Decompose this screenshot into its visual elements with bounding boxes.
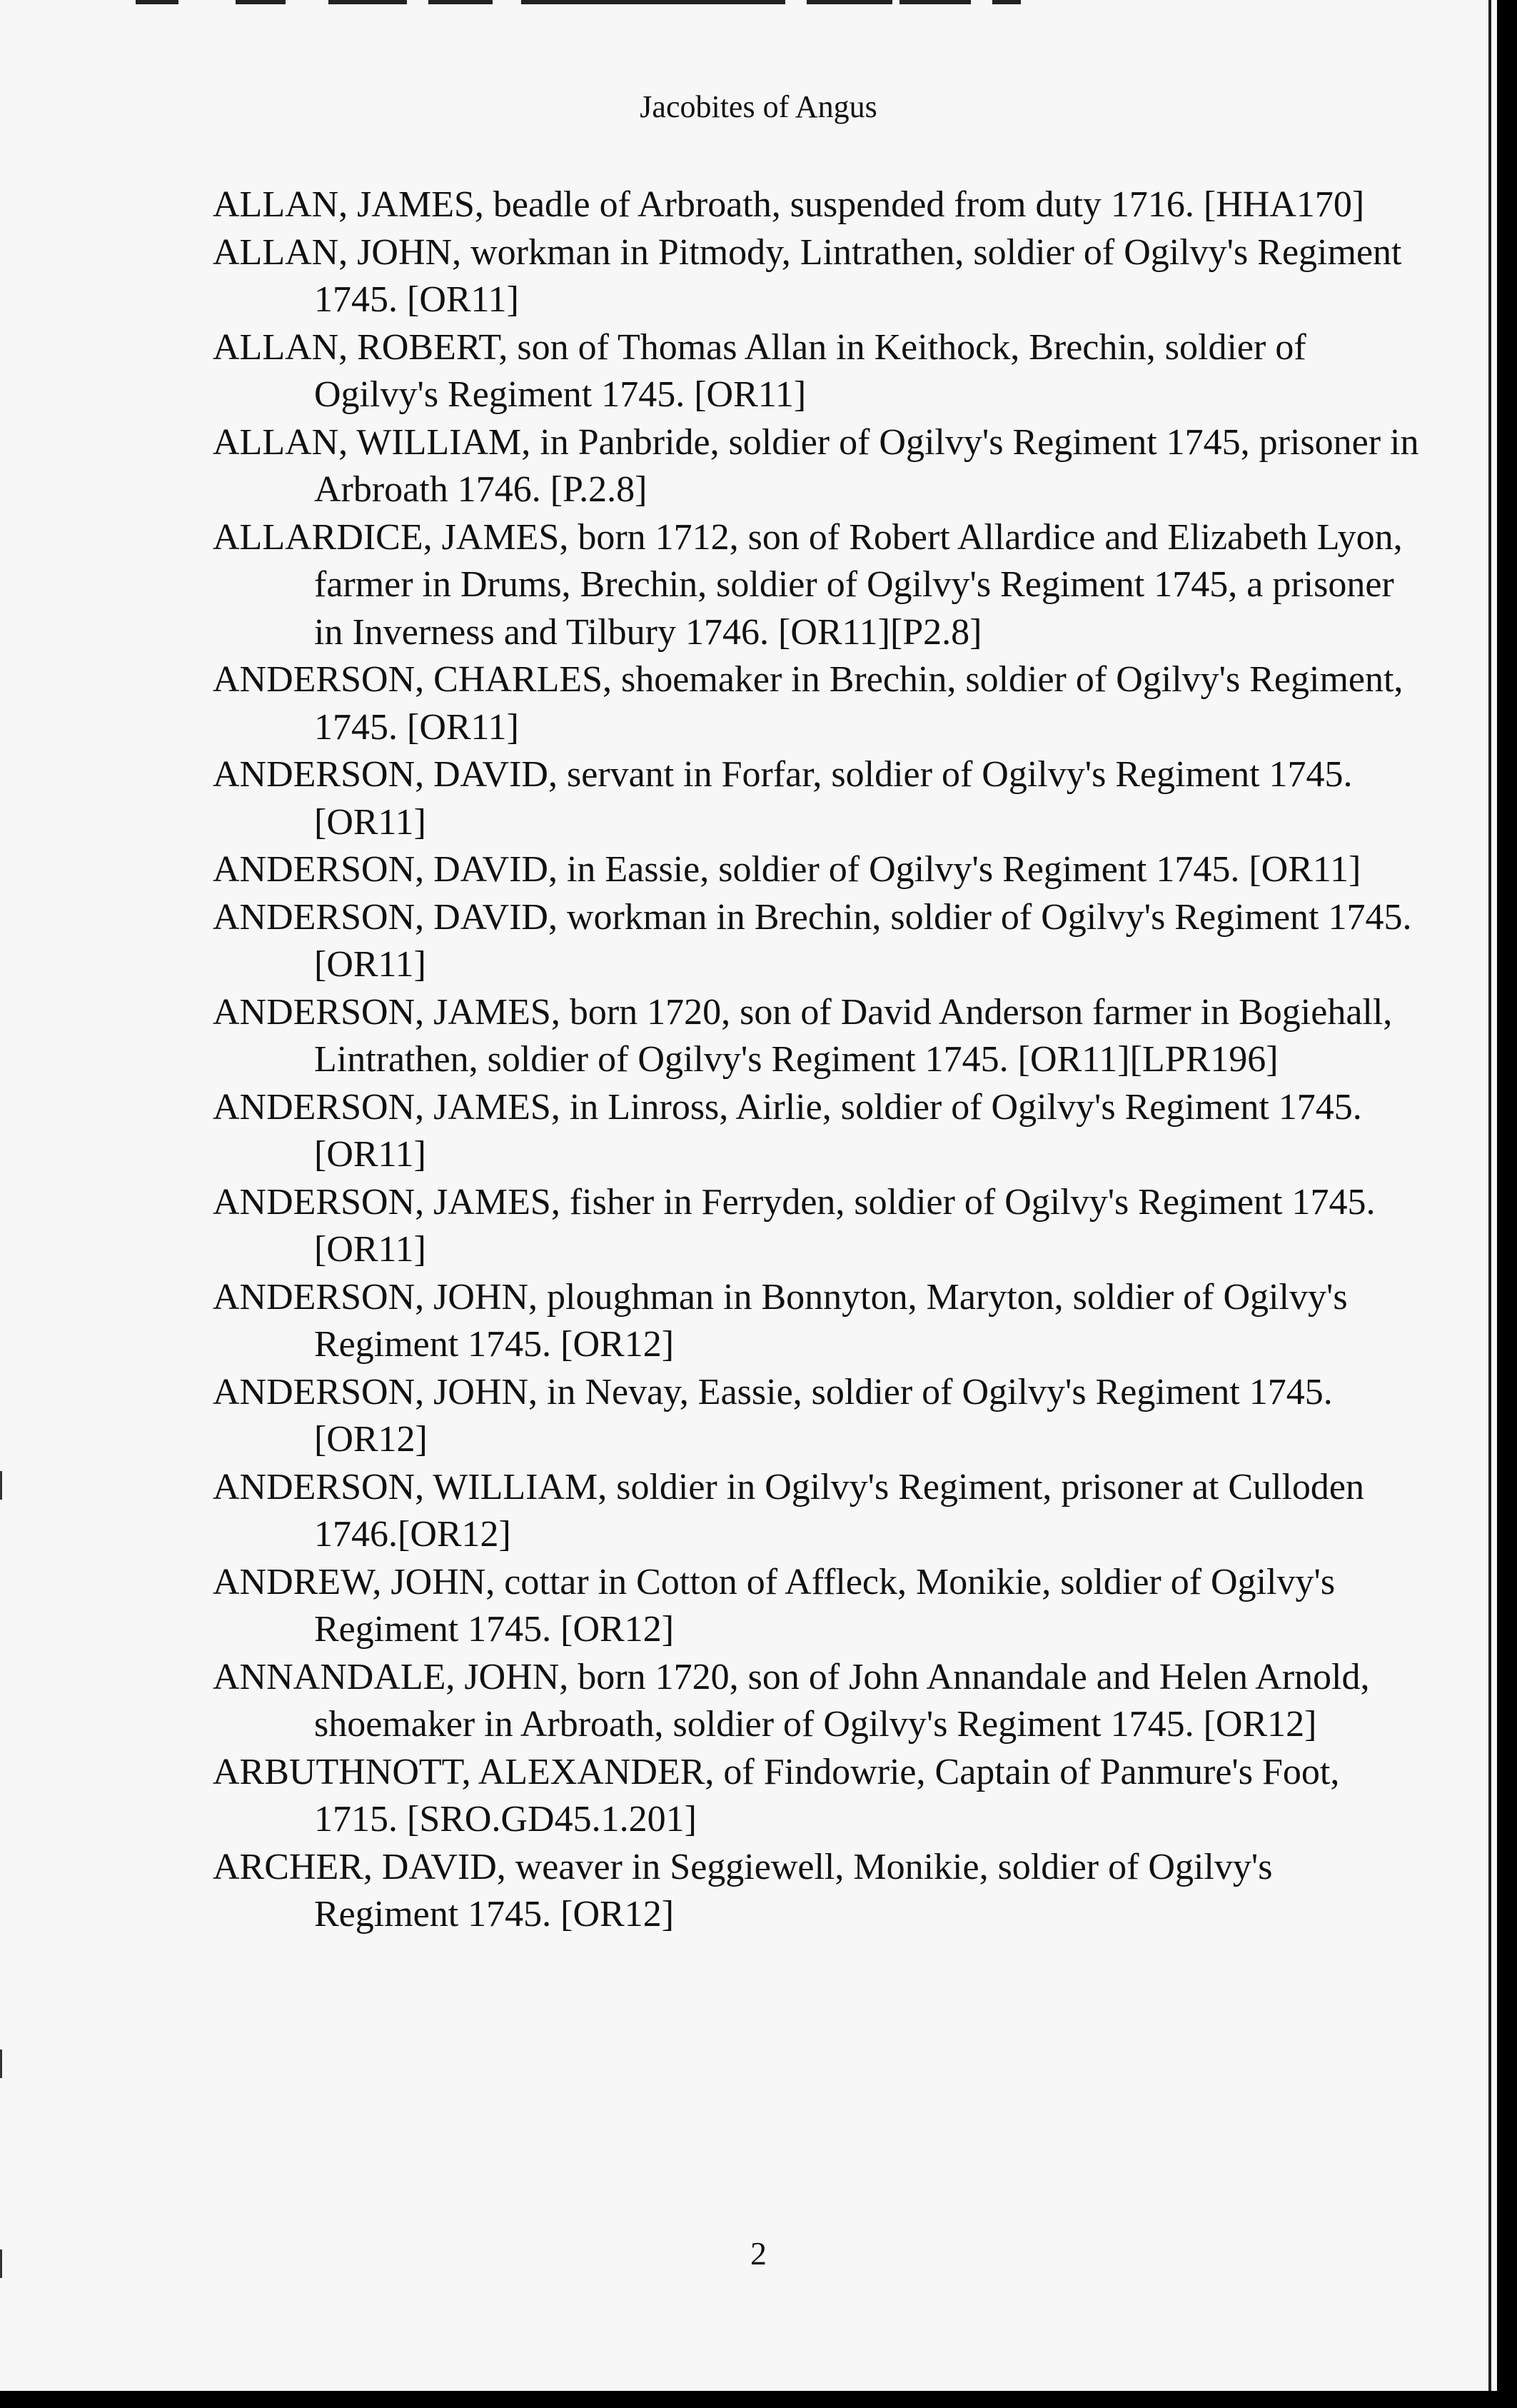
running-head: Jacobites of Angus: [640, 89, 877, 124]
list-item: ANDERSON, JAMES, born 1720, son of David Anderson farmer in Bogiehall, Lintrathen, soldier of Ogilvy's Regiment 1745. [OR11][LPR196]: [213, 991, 1393, 1080]
list-item: ALLAN, WILLIAM, in Panbride, soldier of Ogilvy's Regiment 1745, prisoner in Arbroath 1746. [P.2.8]: [213, 421, 1419, 510]
list-item: ALLAN, ROBERT, son of Thomas Allan in Keithock, Brechin, soldier of Ogilvy's Regiment 1745. [OR11]: [213, 326, 1306, 415]
scan-right-artifact: [1488, 0, 1491, 2408]
list-item: ANDERSON, JAMES, fisher in Ferryden, soldier of Ogilvy's Regiment 1745. [OR11]: [213, 1181, 1376, 1270]
scan-left-mark: [0, 2050, 2, 2078]
list-item: ANDERSON, JOHN, in Nevay, Eassie, soldier of Ogilvy's Regiment 1745. [OR12]: [213, 1371, 1333, 1460]
scan-top-artifact: [0, 0, 1517, 7]
scan-left-mark: [0, 1471, 2, 1500]
list-item: ALLAN, JOHN, workman in Pitmody, Lintrathen, soldier of Ogilvy's Regiment 1745. [OR11]: [213, 231, 1402, 320]
list-item: ANDERSON, CHARLES, shoemaker in Brechin, soldier of Ogilvy's Regiment, 1745. [OR11]: [213, 659, 1403, 748]
list-item: ANDERSON, DAVID, servant in Forfar, soldier of Ogilvy's Regiment 1745. [OR11]: [213, 754, 1353, 843]
list-item: ANDERSON, JOHN, ploughman in Bonnyton, Maryton, soldier of Ogilvy's Regiment 1745. [OR12]: [213, 1276, 1348, 1365]
list-item: ANDERSON, DAVID, workman in Brechin, soldier of Ogilvy's Regiment 1745. [OR11]: [213, 896, 1412, 985]
scan-right-border: [1497, 0, 1517, 2408]
scan-bottom-border: [0, 2391, 1517, 2408]
list-item: ANDREW, JOHN, cottar in Cotton of Affleck, Monikie, soldier of Ogilvy's Regiment 1745. [OR12]: [213, 1561, 1336, 1650]
list-item: ALLAN, JAMES, beadle of Arbroath, suspended from duty 1716. [HHA170]: [213, 184, 1365, 225]
list-item: ARCHER, DAVID, weaver in Seggiewell, Monikie, soldier of Ogilvy's Regiment 1745. [OR12]: [213, 1846, 1273, 1935]
list-item: ANDERSON, JAMES, in Linross, Airlie, soldier of Ogilvy's Regiment 1745. [OR11]: [213, 1086, 1362, 1175]
list-item: ALLARDICE, JAMES, born 1712, son of Robert Allardice and Elizabeth Lyon, farmer in Drums, Brechin, soldier of Ogilvy's Regiment 1745, a prisoner in Inverness and Tilbury 1746. [OR11][P2.8]: [213, 516, 1403, 653]
list-item: ANNANDALE, JOHN, born 1720, son of John Annandale and Helen Arnold, shoemaker in Arbroath, soldier of Ogilvy's Regiment 1745. [OR12]: [213, 1656, 1370, 1745]
entry-list: [213, 181, 1419, 1939]
list-item: ARBUTHNOTT, ALEXANDER, of Findowrie, Captain of Panmure's Foot, 1715. [SRO.GD45.1.201]: [213, 1751, 1340, 1840]
list-item: ANDERSON, WILLIAM, soldier in Ogilvy's Regiment, prisoner at Culloden 1746.[OR12]: [213, 1466, 1365, 1555]
page-number: 2: [750, 2235, 767, 2272]
list-item: ANDERSON, DAVID, in Eassie, soldier of Ogilvy's Regiment 1745. [OR11]: [213, 849, 1361, 890]
